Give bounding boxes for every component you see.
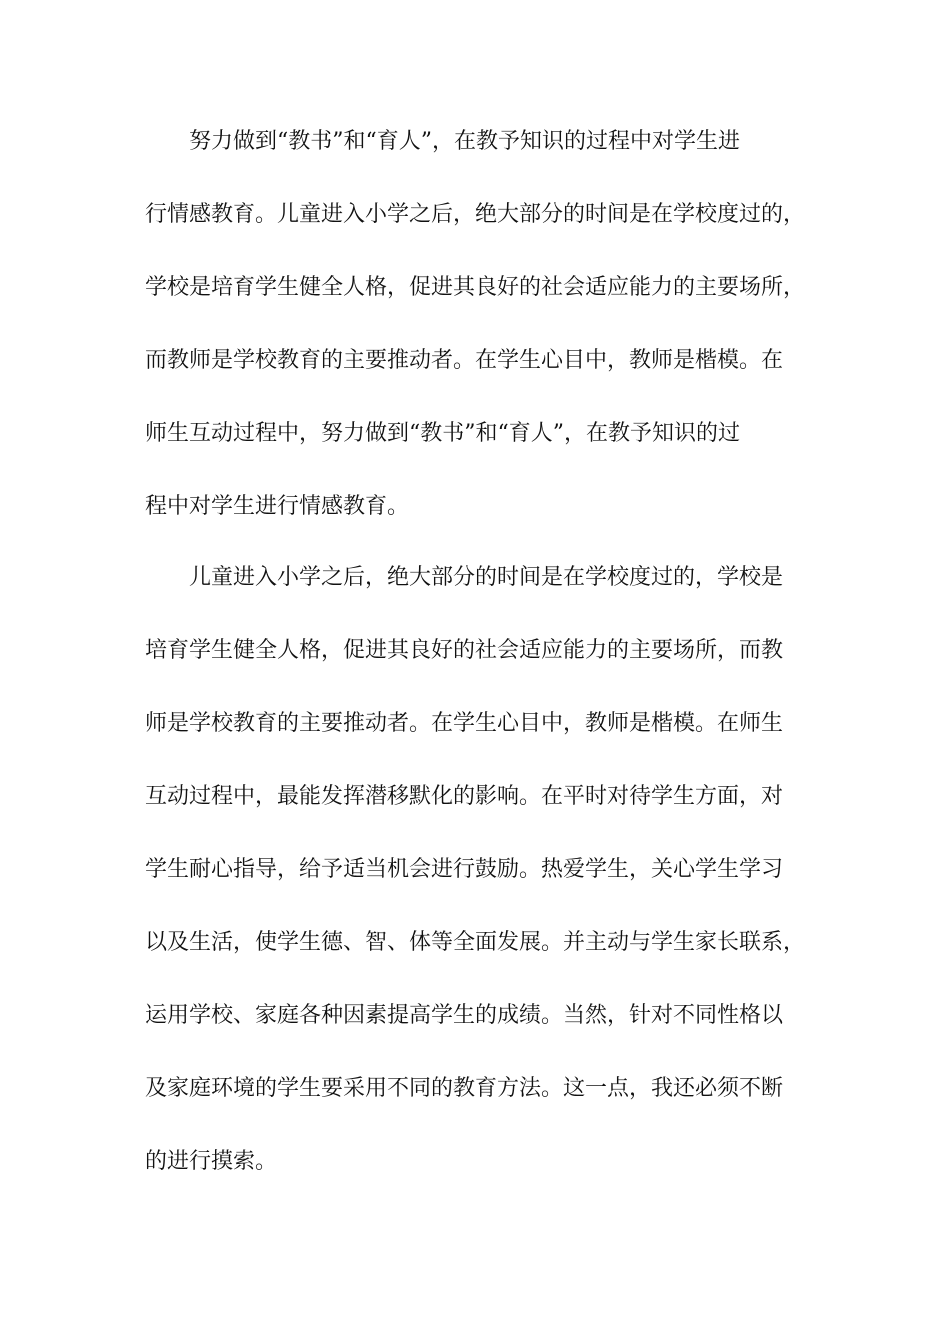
- paragraph-1-line-4: 而教师是学校教育的主要推动者。在学生心目中，教师是楷模。在: [145, 348, 784, 373]
- paragraph-2-line-7: 运用学校、家庭各种因素提高学生的成绩。当然，针对不同性格以: [145, 1003, 784, 1028]
- paragraph-2-line-2: 培育学生健全人格，促进其良好的社会适应能力的主要场所，而教: [145, 638, 784, 663]
- paragraph-2-line-6: 以及生活，使学生德、智、体等全面发展。并主动与学生家长联系，: [145, 930, 806, 955]
- paragraph-1-line-5: 师生互动过程中，努力做到“教书”和“育人”，在教予知识的过: [145, 421, 740, 446]
- paragraph-1-line-1: 努力做到“教书”和“育人”，在教予知识的过程中对学生进: [189, 129, 740, 154]
- paragraph-1-line-3: 学校是培育学生健全人格，促进其良好的社会适应能力的主要场所，: [145, 275, 806, 300]
- paragraph-2-line-3: 师是学校教育的主要推动者。在学生心目中，教师是楷模。在师生: [145, 711, 784, 736]
- paragraph-2-line-8: 及家庭环境的学生要采用不同的教育方法。这一点，我还必须不断: [145, 1076, 784, 1101]
- paragraph-2-line-4: 互动过程中，最能发挥潜移默化的影响。在平时对待学生方面，对: [145, 784, 784, 809]
- paragraph-1-line-2: 行情感教育。儿童进入小学之后，绝大部分的时间是在学校度过的，: [145, 202, 806, 227]
- paragraph-2-line-1: 儿童进入小学之后，绝大部分的时间是在学校度过的，学校是: [189, 565, 784, 590]
- paragraph-2-line-9: 的进行摸索。: [145, 1149, 278, 1174]
- paragraph-2-line-5: 学生耐心指导，给予适当机会进行鼓励。热爱学生，关心学生学习: [145, 857, 784, 882]
- paragraph-1-line-6: 程中对学生进行情感教育。: [145, 494, 410, 519]
